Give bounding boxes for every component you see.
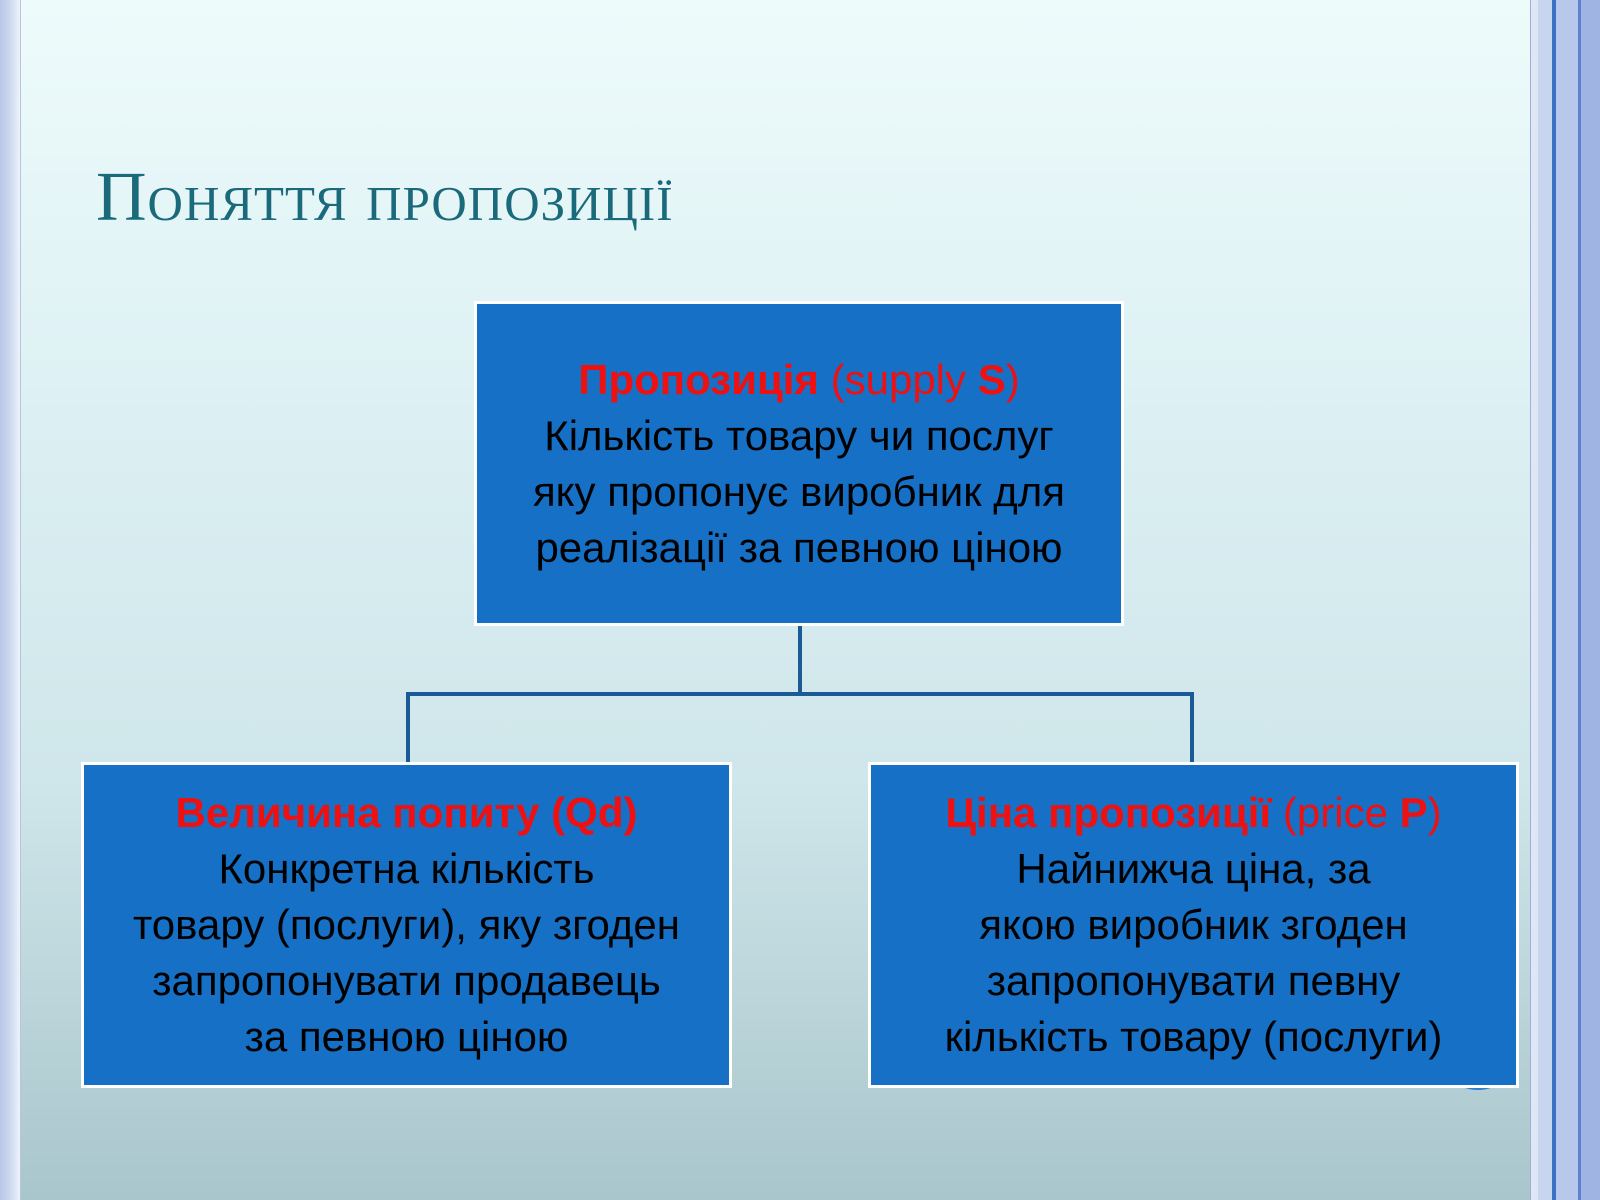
quantity-text-line: товару (послуги), яку згоден (133, 901, 680, 948)
price-heading-close: ) (1427, 789, 1442, 836)
supply-heading-open: (supply (818, 355, 978, 403)
price-text-line: кількість товару (послуги) (944, 1013, 1443, 1060)
supply-text-line: Кількість товару чи послуг (544, 411, 1054, 459)
supply-text-line: яку пропонує виробник для (532, 467, 1066, 515)
price-box (868, 762, 1519, 1088)
supply-heading-bold: Пропозиція (578, 355, 819, 403)
quantity-box (81, 762, 732, 1088)
price-heading-symbol: P (1399, 789, 1428, 836)
quantity-heading (176, 785, 638, 841)
price-text-line: якою виробник згоден (979, 901, 1408, 948)
quantity-heading-bold: Величина попиту (Qd) (175, 789, 638, 836)
price-text-line: Найнижча ціна, за (1016, 845, 1371, 892)
price-text-line: запропонувати певну (986, 957, 1401, 1004)
quantity-text-line: Конкретна кількість (218, 845, 595, 892)
price-heading-open: (price (1271, 789, 1400, 836)
supply-heading-symbol: S (977, 355, 1006, 403)
supply-box (474, 301, 1124, 626)
supply-heading-close: ) (1005, 355, 1020, 403)
price-heading-bold: Ціна пропозиції (945, 789, 1272, 836)
quantity-text-line: за певною ціною (244, 1013, 569, 1060)
price-heading (945, 785, 1441, 841)
slide-title: Поняття пропозиції (96, 159, 674, 236)
supply-text-line: реалізації за певною ціною (535, 523, 1063, 571)
quantity-text-line: запропонувати продавець (152, 957, 661, 1004)
supply-heading (578, 352, 1019, 408)
